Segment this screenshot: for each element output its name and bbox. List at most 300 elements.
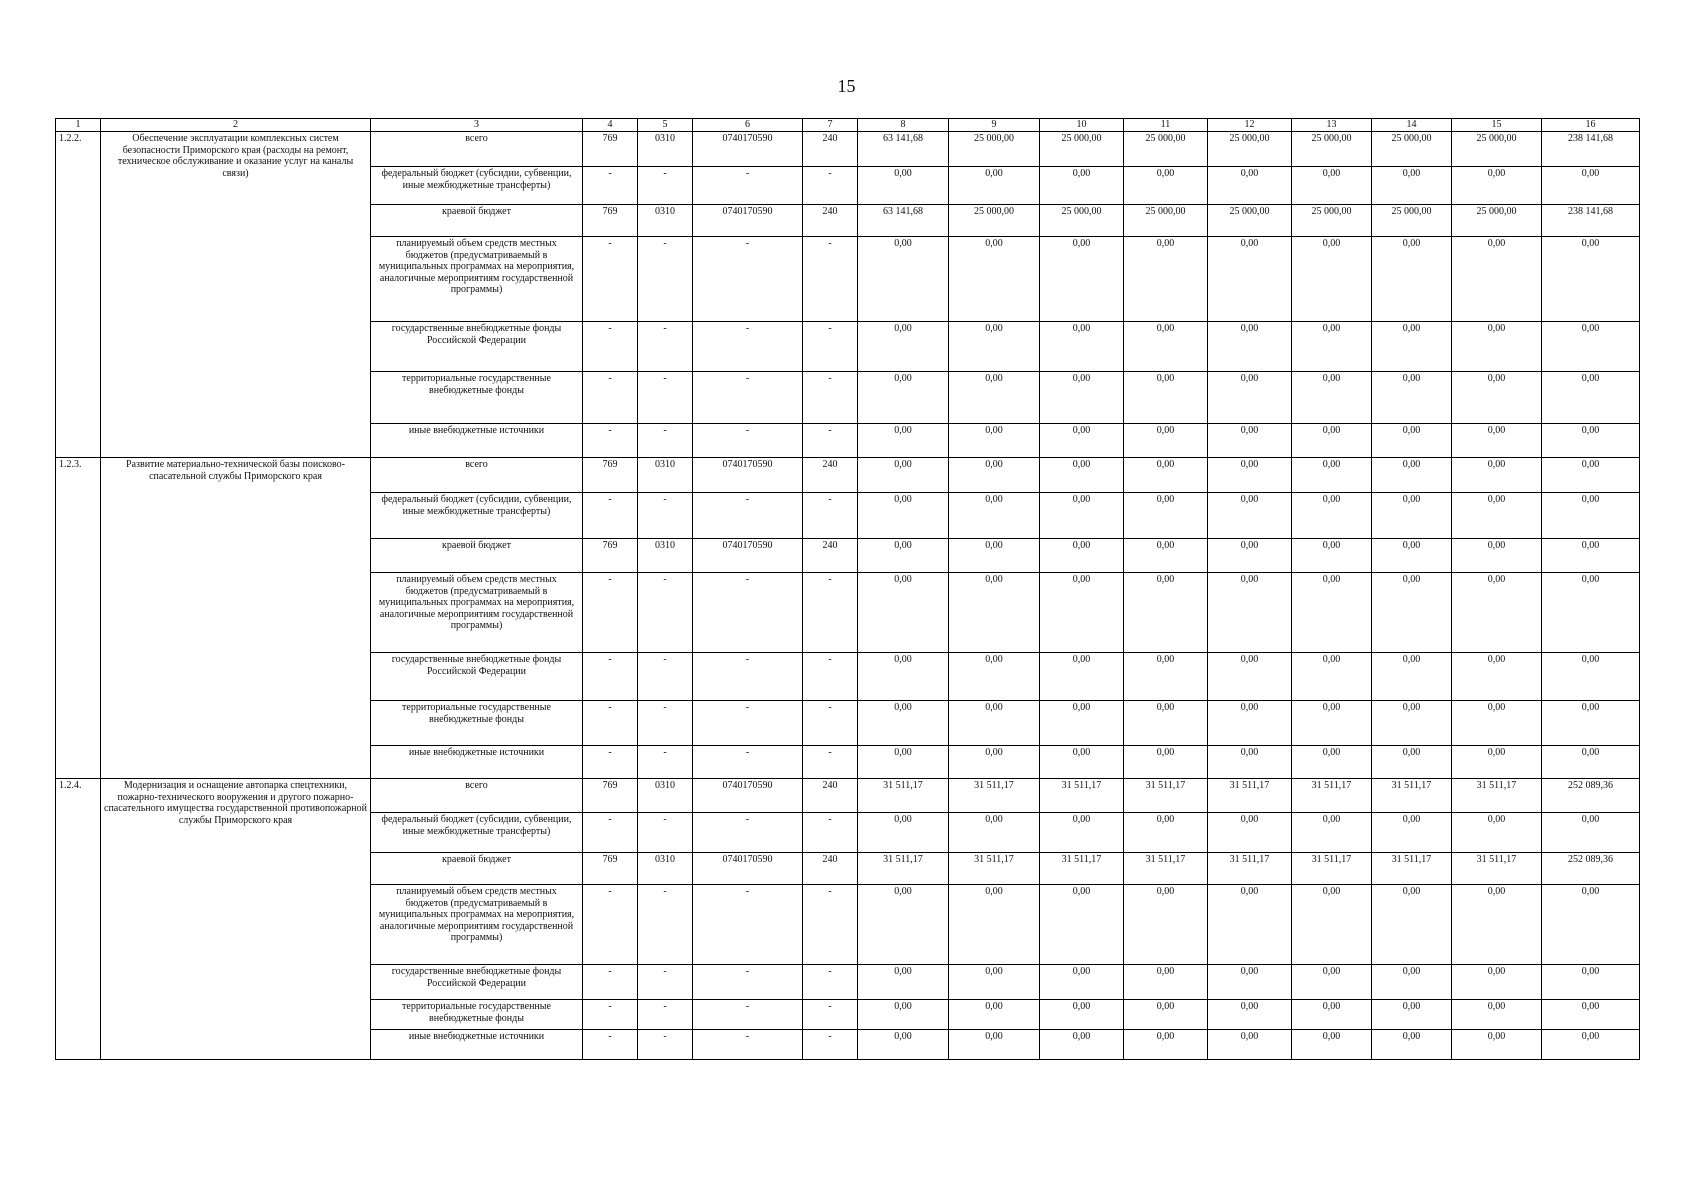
year-amount: 0,00	[1372, 701, 1452, 746]
year-amount: 0,00	[1040, 653, 1124, 701]
budget-code-c4: -	[583, 1000, 638, 1030]
item-code: 1.2.4.	[56, 779, 101, 1060]
year-amount: 25 000,00	[1292, 132, 1372, 167]
budget-code-c5: 0310	[638, 853, 693, 885]
year-amount: 0,00	[1040, 237, 1124, 322]
year-amount: 0,00	[1208, 372, 1292, 424]
year-amount: 0,00	[1372, 458, 1452, 493]
year-amount: 0,00	[1040, 965, 1124, 1000]
year-amount: 31 511,17	[1208, 853, 1292, 885]
year-amount: 25 000,00	[1040, 132, 1124, 167]
year-amount: 0,00	[1040, 1000, 1124, 1030]
year-amount: 0,00	[1452, 573, 1542, 653]
year-amount: 0,00	[858, 965, 949, 1000]
item-name: Обеспечение эксплуатации комплексных систем безопасности Приморского края (расходы на ремонт, техническое обслуживание и оказание услуг на каналы связи)	[101, 132, 371, 458]
year-amount: 0,00	[1208, 746, 1292, 779]
year-amount: 0,00	[858, 885, 949, 965]
year-amount: 0,00	[1124, 965, 1208, 1000]
budget-code-c7: -	[803, 493, 858, 539]
year-amount: 25 000,00	[1124, 132, 1208, 167]
year-amount: 0,00	[1124, 322, 1208, 372]
table-row	[56, 779, 1640, 813]
year-amount: 0,00	[949, 813, 1040, 853]
year-amount: 0,00	[858, 424, 949, 458]
year-amount: 25 000,00	[1452, 205, 1542, 237]
year-amount: 31 511,17	[1124, 779, 1208, 813]
total-amount: 0,00	[1542, 372, 1640, 424]
budget-code-c7: -	[803, 424, 858, 458]
year-amount: 63 141,68	[858, 132, 949, 167]
year-amount: 0,00	[949, 701, 1040, 746]
year-amount: 0,00	[1452, 372, 1542, 424]
year-amount: 0,00	[1040, 458, 1124, 493]
header-row	[56, 119, 1640, 132]
budget-code-c4: -	[583, 237, 638, 322]
budget-code-c4: -	[583, 746, 638, 779]
year-amount: 0,00	[949, 493, 1040, 539]
total-amount: 0,00	[1542, 746, 1640, 779]
funding-source: федеральный бюджет (субсидии, субвенции, иные межбюджетные трансферты)	[371, 167, 583, 205]
year-amount: 0,00	[1372, 885, 1452, 965]
budget-code-c5: -	[638, 167, 693, 205]
year-amount: 0,00	[858, 167, 949, 205]
year-amount: 0,00	[1040, 813, 1124, 853]
year-amount: 0,00	[1292, 237, 1372, 322]
budget-code-c5: -	[638, 965, 693, 1000]
budget-code-c7: -	[803, 372, 858, 424]
year-amount: 0,00	[1372, 1030, 1452, 1060]
year-amount: 0,00	[1124, 458, 1208, 493]
item-code: 1.2.3.	[56, 458, 101, 779]
year-amount: 0,00	[1372, 813, 1452, 853]
funding-source: планируемый объем средств местных бюджетов (предусматриваемый в муниципальных программах на мероприятия, аналогичные мероприятиям государственной программы)	[371, 573, 583, 653]
table-row	[56, 132, 1640, 167]
page-number: 15	[837, 76, 856, 96]
budget-code-c5: -	[638, 372, 693, 424]
year-amount: 0,00	[858, 701, 949, 746]
funding-source: иные внебюджетные источники	[371, 1030, 583, 1060]
budget-code-c5: 0310	[638, 132, 693, 167]
funding-source: планируемый объем средств местных бюджетов (предусматриваемый в муниципальных программах на мероприятия, аналогичные мероприятиям государственной программы)	[371, 237, 583, 322]
budget-code-c7: -	[803, 746, 858, 779]
year-amount: 0,00	[1452, 458, 1542, 493]
year-amount: 0,00	[1452, 424, 1542, 458]
year-amount: 0,00	[858, 813, 949, 853]
year-amount: 0,00	[1372, 237, 1452, 322]
funding-source: краевой бюджет	[371, 539, 583, 573]
header-col-9: 9	[949, 119, 1040, 132]
budget-code-c4: 769	[583, 458, 638, 493]
budget-code-c5: -	[638, 322, 693, 372]
budget-code-c7: -	[803, 573, 858, 653]
total-amount: 252 089,36	[1542, 853, 1640, 885]
year-amount: 0,00	[949, 424, 1040, 458]
budget-code-c6: -	[693, 1000, 803, 1030]
year-amount: 0,00	[1040, 372, 1124, 424]
year-amount: 0,00	[1124, 493, 1208, 539]
year-amount: 0,00	[1452, 237, 1542, 322]
year-amount: 31 511,17	[949, 853, 1040, 885]
year-amount: 0,00	[1124, 424, 1208, 458]
total-amount: 252 089,36	[1542, 779, 1640, 813]
year-amount: 0,00	[1208, 885, 1292, 965]
budget-code-c4: -	[583, 965, 638, 1000]
funding-source: иные внебюджетные источники	[371, 424, 583, 458]
budget-code-c5: -	[638, 237, 693, 322]
budget-code-c7: -	[803, 701, 858, 746]
budget-code-c5: -	[638, 701, 693, 746]
budget-code-c6: -	[693, 573, 803, 653]
budget-table	[55, 118, 1640, 1060]
year-amount: 25 000,00	[1292, 205, 1372, 237]
year-amount: 0,00	[1372, 493, 1452, 539]
budget-code-c4: -	[583, 885, 638, 965]
year-amount: 0,00	[1208, 322, 1292, 372]
year-amount: 31 511,17	[1208, 779, 1292, 813]
item-name: Модернизация и оснащение автопарка спецтехники, пожарно-технического вооружения и другого пожарно-спасательного имущества государственной противопожарной службы Приморского края	[101, 779, 371, 1060]
year-amount: 0,00	[1040, 573, 1124, 653]
total-amount: 238 141,68	[1542, 132, 1640, 167]
funding-source: территориальные государственные внебюджетные фонды	[371, 372, 583, 424]
year-amount: 0,00	[1124, 885, 1208, 965]
year-amount: 0,00	[1040, 746, 1124, 779]
year-amount: 0,00	[1208, 1000, 1292, 1030]
year-amount: 0,00	[1372, 746, 1452, 779]
year-amount: 0,00	[1372, 539, 1452, 573]
header-col-6: 6	[693, 119, 803, 132]
year-amount: 0,00	[858, 653, 949, 701]
budget-code-c7: 240	[803, 132, 858, 167]
year-amount: 31 511,17	[949, 779, 1040, 813]
budget-code-c6: 0740170590	[693, 132, 803, 167]
budget-code-c7: 240	[803, 853, 858, 885]
total-amount: 0,00	[1542, 539, 1640, 573]
budget-code-c5: 0310	[638, 539, 693, 573]
year-amount: 0,00	[949, 1000, 1040, 1030]
budget-code-c4: -	[583, 322, 638, 372]
year-amount: 0,00	[1452, 167, 1542, 205]
funding-source: всего	[371, 458, 583, 493]
year-amount: 31 511,17	[1372, 853, 1452, 885]
funding-source: территориальные государственные внебюджетные фонды	[371, 701, 583, 746]
budget-code-c5: -	[638, 746, 693, 779]
budget-code-c6: -	[693, 237, 803, 322]
budget-code-c4: 769	[583, 539, 638, 573]
total-amount: 0,00	[1542, 237, 1640, 322]
year-amount: 25 000,00	[1372, 205, 1452, 237]
year-amount: 31 511,17	[1452, 853, 1542, 885]
funding-source: краевой бюджет	[371, 205, 583, 237]
year-amount: 0,00	[1452, 1000, 1542, 1030]
year-amount: 0,00	[1124, 746, 1208, 779]
year-amount: 0,00	[1124, 701, 1208, 746]
budget-code-c6: -	[693, 885, 803, 965]
budget-code-c6: -	[693, 372, 803, 424]
header-col-4: 4	[583, 119, 638, 132]
year-amount: 31 511,17	[858, 853, 949, 885]
year-amount: 0,00	[949, 458, 1040, 493]
header-col-14: 14	[1372, 119, 1452, 132]
year-amount: 0,00	[858, 493, 949, 539]
year-amount: 0,00	[949, 167, 1040, 205]
year-amount: 0,00	[1040, 493, 1124, 539]
funding-source: иные внебюджетные источники	[371, 746, 583, 779]
budget-code-c5: -	[638, 1030, 693, 1060]
header-col-15: 15	[1452, 119, 1542, 132]
year-amount: 0,00	[1124, 167, 1208, 205]
budget-code-c5: -	[638, 653, 693, 701]
year-amount: 0,00	[1292, 322, 1372, 372]
total-amount: 0,00	[1542, 653, 1640, 701]
total-amount: 0,00	[1542, 322, 1640, 372]
funding-source: краевой бюджет	[371, 853, 583, 885]
year-amount: 0,00	[1124, 653, 1208, 701]
total-amount: 0,00	[1542, 701, 1640, 746]
budget-code-c7: -	[803, 813, 858, 853]
year-amount: 0,00	[949, 885, 1040, 965]
year-amount: 25 000,00	[949, 132, 1040, 167]
year-amount: 0,00	[1372, 573, 1452, 653]
year-amount: 0,00	[1452, 1030, 1542, 1060]
year-amount: 0,00	[858, 1000, 949, 1030]
year-amount: 0,00	[1372, 965, 1452, 1000]
year-amount: 25 000,00	[1452, 132, 1542, 167]
header-col-11: 11	[1124, 119, 1208, 132]
budget-code-c5: 0310	[638, 205, 693, 237]
year-amount: 0,00	[1124, 237, 1208, 322]
year-amount: 31 511,17	[1292, 853, 1372, 885]
budget-code-c6: -	[693, 424, 803, 458]
budget-code-c6: -	[693, 965, 803, 1000]
year-amount: 0,00	[1452, 701, 1542, 746]
year-amount: 0,00	[1208, 653, 1292, 701]
year-amount: 0,00	[1372, 424, 1452, 458]
year-amount: 31 511,17	[1372, 779, 1452, 813]
budget-code-c5: -	[638, 573, 693, 653]
item-name: Развитие материально-технической базы поисково-спасательной службы Приморского края	[101, 458, 371, 779]
year-amount: 0,00	[1040, 701, 1124, 746]
year-amount: 31 511,17	[1040, 779, 1124, 813]
funding-source: планируемый объем средств местных бюджетов (предусматриваемый в муниципальных программах на мероприятия, аналогичные мероприятиям государственной программы)	[371, 885, 583, 965]
total-amount: 0,00	[1542, 885, 1640, 965]
year-amount: 0,00	[1208, 424, 1292, 458]
year-amount: 0,00	[1292, 539, 1372, 573]
budget-code-c7: -	[803, 1030, 858, 1060]
year-amount: 0,00	[1452, 322, 1542, 372]
header-col-5: 5	[638, 119, 693, 132]
year-amount: 0,00	[1208, 573, 1292, 653]
header-col-7: 7	[803, 119, 858, 132]
budget-code-c5: -	[638, 424, 693, 458]
table-body	[56, 119, 1640, 1060]
budget-code-c6: -	[693, 167, 803, 205]
budget-code-c6: 0740170590	[693, 539, 803, 573]
budget-code-c7: -	[803, 1000, 858, 1030]
year-amount: 0,00	[949, 372, 1040, 424]
item-code: 1.2.2.	[56, 132, 101, 458]
year-amount: 25 000,00	[1040, 205, 1124, 237]
year-amount: 0,00	[1124, 539, 1208, 573]
year-amount: 0,00	[1292, 701, 1372, 746]
year-amount: 0,00	[1292, 965, 1372, 1000]
year-amount: 0,00	[858, 573, 949, 653]
budget-code-c4: -	[583, 1030, 638, 1060]
budget-code-c4: 769	[583, 779, 638, 813]
year-amount: 0,00	[1292, 167, 1372, 205]
year-amount: 63 141,68	[858, 205, 949, 237]
header-col-8: 8	[858, 119, 949, 132]
total-amount: 0,00	[1542, 1000, 1640, 1030]
year-amount: 31 511,17	[1452, 779, 1542, 813]
year-amount: 0,00	[1452, 746, 1542, 779]
funding-source: государственные внебюджетные фонды Российской Федерации	[371, 965, 583, 1000]
year-amount: 0,00	[1372, 322, 1452, 372]
total-amount: 238 141,68	[1542, 205, 1640, 237]
header-col-10: 10	[1040, 119, 1124, 132]
year-amount: 0,00	[1292, 458, 1372, 493]
header-col-2: 2	[101, 119, 371, 132]
year-amount: 0,00	[1452, 539, 1542, 573]
budget-code-c7: -	[803, 885, 858, 965]
year-amount: 0,00	[858, 458, 949, 493]
year-amount: 0,00	[858, 322, 949, 372]
total-amount: 0,00	[1542, 167, 1640, 205]
year-amount: 0,00	[1452, 885, 1542, 965]
budget-code-c4: -	[583, 701, 638, 746]
budget-code-c7: -	[803, 322, 858, 372]
year-amount: 0,00	[1372, 167, 1452, 205]
funding-source: территориальные государственные внебюджетные фонды	[371, 1000, 583, 1030]
budget-code-c5: 0310	[638, 779, 693, 813]
header-col-13: 13	[1292, 119, 1372, 132]
year-amount: 0,00	[1452, 965, 1542, 1000]
year-amount: 0,00	[858, 746, 949, 779]
budget-code-c4: -	[583, 813, 638, 853]
year-amount: 0,00	[1452, 653, 1542, 701]
header-col-12: 12	[1208, 119, 1292, 132]
year-amount: 0,00	[1124, 1030, 1208, 1060]
year-amount: 0,00	[1292, 746, 1372, 779]
budget-code-c6: 0740170590	[693, 779, 803, 813]
budget-code-c6: -	[693, 813, 803, 853]
budget-code-c6: 0740170590	[693, 205, 803, 237]
budget-code-c5: -	[638, 813, 693, 853]
budget-code-c6: -	[693, 322, 803, 372]
year-amount: 0,00	[1452, 493, 1542, 539]
budget-code-c4: -	[583, 493, 638, 539]
year-amount: 0,00	[1372, 1000, 1452, 1030]
year-amount: 0,00	[858, 1030, 949, 1060]
year-amount: 31 511,17	[1040, 853, 1124, 885]
year-amount: 25 000,00	[1208, 132, 1292, 167]
header-col-3: 3	[371, 119, 583, 132]
year-amount: 0,00	[949, 653, 1040, 701]
header-col-1: 1	[56, 119, 101, 132]
budget-code-c4: 769	[583, 205, 638, 237]
budget-code-c5: -	[638, 885, 693, 965]
year-amount: 0,00	[1040, 424, 1124, 458]
budget-code-c7: 240	[803, 205, 858, 237]
year-amount: 0,00	[1292, 885, 1372, 965]
year-amount: 0,00	[949, 539, 1040, 573]
budget-code-c6: -	[693, 653, 803, 701]
year-amount: 0,00	[1124, 813, 1208, 853]
year-amount: 0,00	[1292, 653, 1372, 701]
year-amount: 25 000,00	[1124, 205, 1208, 237]
header-col-16: 16	[1542, 119, 1640, 132]
year-amount: 0,00	[1372, 372, 1452, 424]
year-amount: 0,00	[1292, 573, 1372, 653]
budget-code-c6: -	[693, 746, 803, 779]
year-amount: 0,00	[949, 1030, 1040, 1060]
budget-code-c7: -	[803, 653, 858, 701]
budget-code-c4: -	[583, 653, 638, 701]
funding-source: федеральный бюджет (субсидии, субвенции, иные межбюджетные трансферты)	[371, 493, 583, 539]
year-amount: 0,00	[1208, 539, 1292, 573]
budget-code-c7: 240	[803, 458, 858, 493]
year-amount: 0,00	[1208, 965, 1292, 1000]
budget-code-c4: -	[583, 372, 638, 424]
year-amount: 0,00	[858, 372, 949, 424]
total-amount: 0,00	[1542, 965, 1640, 1000]
year-amount: 0,00	[1208, 237, 1292, 322]
year-amount: 0,00	[1040, 322, 1124, 372]
year-amount: 0,00	[1124, 372, 1208, 424]
year-amount: 0,00	[1292, 1000, 1372, 1030]
year-amount: 0,00	[858, 237, 949, 322]
year-amount: 31 511,17	[1292, 779, 1372, 813]
year-amount: 0,00	[1292, 813, 1372, 853]
total-amount: 0,00	[1542, 813, 1640, 853]
year-amount: 25 000,00	[1372, 132, 1452, 167]
year-amount: 0,00	[1124, 573, 1208, 653]
year-amount: 0,00	[1452, 813, 1542, 853]
budget-code-c7: -	[803, 167, 858, 205]
year-amount: 31 511,17	[1124, 853, 1208, 885]
year-amount: 0,00	[1124, 1000, 1208, 1030]
year-amount: 0,00	[1292, 1030, 1372, 1060]
funding-source: федеральный бюджет (субсидии, субвенции, иные межбюджетные трансферты)	[371, 813, 583, 853]
funding-source: государственные внебюджетные фонды Российской Федерации	[371, 653, 583, 701]
budget-code-c7: 240	[803, 539, 858, 573]
budget-code-c4: 769	[583, 853, 638, 885]
budget-code-c5: -	[638, 1000, 693, 1030]
year-amount: 0,00	[1208, 1030, 1292, 1060]
budget-code-c5: -	[638, 493, 693, 539]
budget-code-c6: -	[693, 701, 803, 746]
budget-code-c7: -	[803, 237, 858, 322]
budget-code-c4: -	[583, 167, 638, 205]
year-amount: 0,00	[1208, 813, 1292, 853]
year-amount: 0,00	[1208, 458, 1292, 493]
budget-code-c6: 0740170590	[693, 458, 803, 493]
year-amount: 0,00	[1292, 493, 1372, 539]
year-amount: 31 511,17	[858, 779, 949, 813]
year-amount: 0,00	[1292, 424, 1372, 458]
table-row	[56, 458, 1640, 493]
year-amount: 0,00	[1040, 885, 1124, 965]
year-amount: 25 000,00	[1208, 205, 1292, 237]
funding-source: всего	[371, 779, 583, 813]
year-amount: 0,00	[1292, 372, 1372, 424]
year-amount: 0,00	[1040, 1030, 1124, 1060]
budget-code-c6: 0740170590	[693, 853, 803, 885]
year-amount: 0,00	[1372, 653, 1452, 701]
budget-code-c4: 769	[583, 132, 638, 167]
year-amount: 0,00	[949, 573, 1040, 653]
funding-source: государственные внебюджетные фонды Российской Федерации	[371, 322, 583, 372]
budget-code-c6: -	[693, 493, 803, 539]
